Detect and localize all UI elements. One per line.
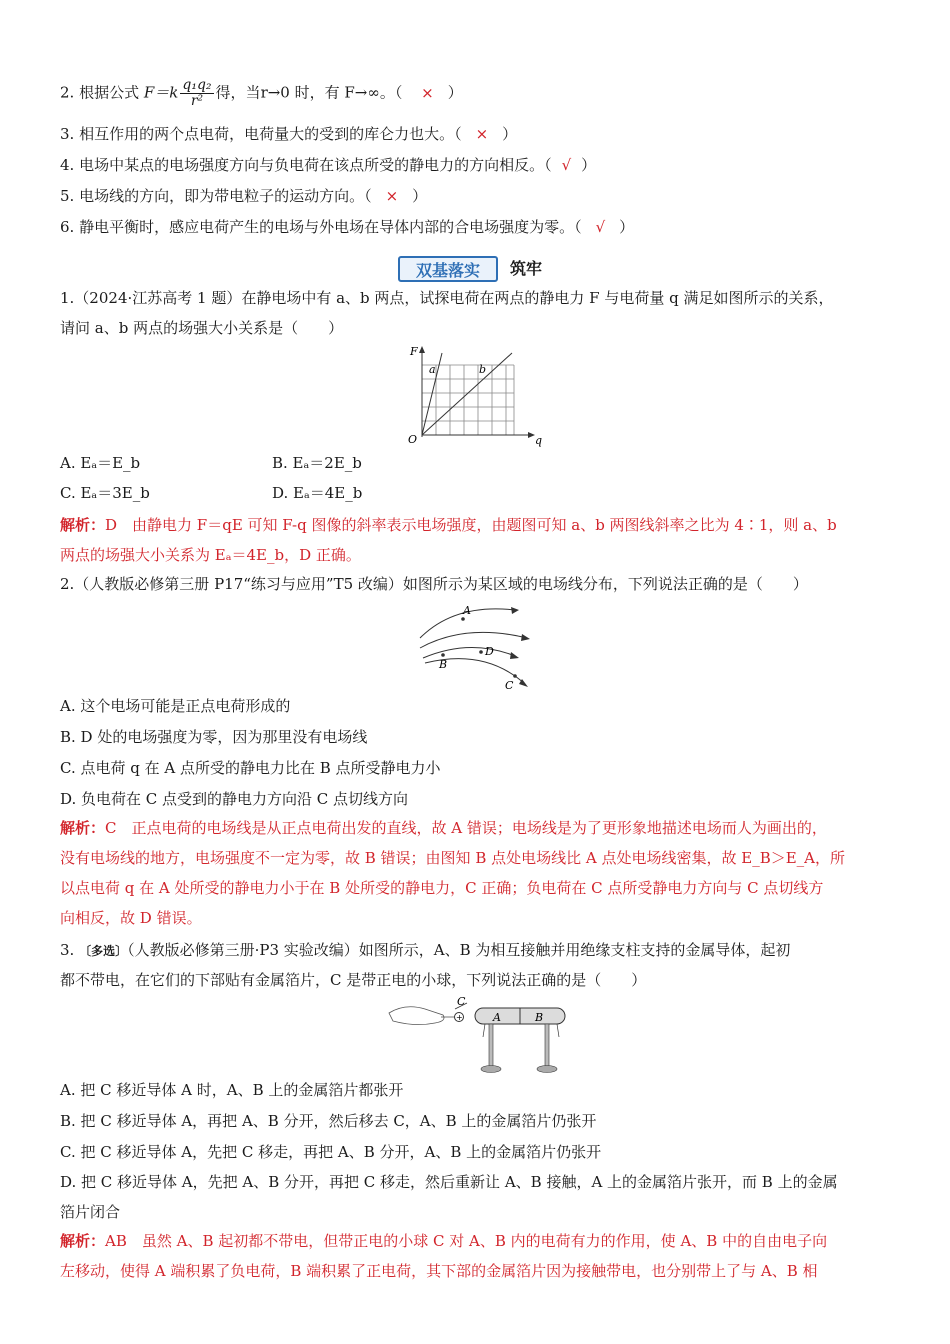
question-1-stem-2: 请问 a、b 两点的场强大小关系是（ ） xyxy=(60,319,344,337)
answer-label: 解析： xyxy=(60,819,106,837)
svg-text:+: + xyxy=(456,1013,463,1022)
judgment-5: 5. 电场线的方向，即为带电粒子的运动方向。（ × ） xyxy=(60,187,428,205)
point-a xyxy=(461,617,465,621)
field-line xyxy=(420,632,527,648)
q1-option-c[interactable]: C. Eₐ＝3E_b xyxy=(60,484,150,502)
field-lines-figure xyxy=(415,598,535,694)
point-c xyxy=(513,674,517,678)
judgment-4: 4. 电场中某点的电场强度方向与负电荷在该点所受的静电力的方向相反。（ √ ） xyxy=(60,156,597,174)
q3-option-d[interactable]: D. 把 C 移近导体 A，先把 A、B 分开，再把 C 移走，然后重新让 A、B 接触，A 上的金属箔片张开，而 B 上的金属 xyxy=(60,1173,838,1191)
q1-option-b[interactable]: B. Eₐ＝2E_b xyxy=(272,454,362,472)
judgment-3: 3. 相互作用的两个点电荷，电荷量大的受到的库仑力也大。（ × ） xyxy=(60,125,518,143)
foil-b xyxy=(557,1024,559,1037)
q-axis-arrow xyxy=(528,432,535,438)
question-3-stem: 3. 〔多选〕（人教版必修第三册·P3 实验改编）如图所示，A、B 为相互接触并用绝缘支柱支持的金属导体，起初 xyxy=(60,941,791,959)
q3-answer: 解析：AB 虽然 A、B 起初都不带电，但带正电的小球 C 对 A、B 内的电荷有力的作用，使 A、B 中的自由电子向 左移动，使得 A 端积累了负电荷，B 端积累了正电荷，其下部的金属箔片因为接触带电，也分别带上了与 A、B 相 xyxy=(60,1232,828,1280)
q1-answer: 解析：D 由静电力 F＝qE 可知 F-q 图像的斜率表示电场强度，由题图可知 a、b 两图线斜率之比为 4∶1，则 a、b 两点的场强大小关系为 Eₐ＝4E_b，D 正确。 xyxy=(60,516,837,564)
line-b-label: b xyxy=(479,363,487,376)
conductor-figure xyxy=(385,995,575,1077)
q2-option-d[interactable]: D. 负电荷在 C 点受到的静电力方向沿 C 点切线方向 xyxy=(60,790,409,808)
judgment-6: 6. 静电平衡时，感应电荷产生的电场与外电场在导体内部的合电场强度为零。（ √ ） xyxy=(60,218,635,236)
q3-option-b[interactable]: B. 把 C 移近导体 A，再把 A、B 分开，然后移去 C，A、B 上的金属箔片仍张开 xyxy=(60,1112,597,1130)
q2-option-b[interactable]: B. D 处的电场强度为零，因为那里没有电场线 xyxy=(60,728,368,746)
answer-label: 解析： xyxy=(60,1232,106,1250)
support-b xyxy=(545,1024,549,1066)
foil-a xyxy=(483,1024,485,1037)
label-c: C xyxy=(505,679,514,692)
multi-select-tag: 〔多选〕 xyxy=(79,944,128,958)
cross-mark: × xyxy=(421,83,434,102)
field-line xyxy=(423,647,515,658)
q2-option-c[interactable]: C. 点电荷 q 在 A 点所受的静电力比在 B 点所受静电力小 xyxy=(60,759,441,777)
judgment-2: 2. 根据公式 F＝k $\frac{\text{q₁q₂}}{\text{r²}}$ 得，当r→0 时，有 F→∞。（ × ） xyxy=(60,77,463,109)
q3-option-d-cont: 箔片闭合 xyxy=(60,1203,121,1221)
origin-label: O xyxy=(408,433,418,446)
f-axis-label: F xyxy=(410,345,418,358)
point-d xyxy=(479,650,483,654)
section-banner xyxy=(398,256,550,284)
f-q-graph xyxy=(400,343,550,448)
check-mark: √ xyxy=(595,218,606,236)
label-a: A xyxy=(493,1011,501,1024)
label-d: D xyxy=(485,645,494,658)
point-b xyxy=(441,653,445,657)
banner-subtitle: 筑牢 xyxy=(509,259,542,278)
banner-title: 双基落实 xyxy=(398,256,498,282)
question-3-stem-2: 都不带电，在它们的下部贴有金属箔片，C 是带正电的小球，下列说法正确的是（ ） xyxy=(60,971,647,989)
line-a-label: a xyxy=(429,363,436,376)
cross-mark: × xyxy=(475,125,489,143)
q2-answer: 解析：C 正点电荷的电场线是从正点电荷出发的直线，故 A 错误；电场线是为了更形象地描述电场而人为画出的， 没有电场线的地方，电场强度不一定为零，故 B 错误；由图知 B 点处电场线比 A 点处电场线密集，故 E_B＞E_A，所 以点电荷 q 在 A 处所受的静电力小于在 B 处所受的静电力，C 正确；负电荷在 C 点所受静电力方向与 C 点切线方 向相反，故 D 错误。 xyxy=(60,819,846,927)
support-a xyxy=(489,1024,493,1066)
q3-option-a[interactable]: A. 把 C 移近导体 A 时，A、B 上的金属箔片都张开 xyxy=(60,1081,404,1099)
q1-option-d[interactable]: D. Eₐ＝4E_b xyxy=(272,484,363,502)
check-mark: √ xyxy=(561,156,572,174)
label-c: C xyxy=(457,995,466,1008)
f-axis-arrow xyxy=(419,346,425,353)
q2-option-a[interactable]: A. 这个电场可能是正点电荷形成的 xyxy=(60,697,291,715)
question-2-stem: 2.（人教版必修第三册 P17“练习与应用”T5 改编）如图所示为某区域的电场线分布，下列说法正确的是（ ） xyxy=(60,575,808,593)
label-b: B xyxy=(439,658,448,671)
question-1-stem: 1.（2024·江苏高考 1 题）在静电场中有 a、b 两点，试探电荷在两点的静电力 F 与电荷量 q 满足如图所示的关系， xyxy=(60,289,834,307)
label-a: A xyxy=(463,604,471,617)
q-axis-label: q xyxy=(535,434,543,447)
graph-grid xyxy=(422,365,514,435)
coulomb-fraction: $\frac{\text{q₁q₂}}{\text{r²}}$ xyxy=(182,77,212,109)
label-b: B xyxy=(535,1011,544,1024)
answer-label: 解析： xyxy=(60,516,106,534)
q1-option-a[interactable]: A. Eₐ＝E_b xyxy=(60,454,141,472)
hand-icon xyxy=(389,1007,444,1025)
q3-option-c[interactable]: C. 把 C 移近导体 A，先把 C 移走，再把 A、B 分开，A、B 上的金属箔片仍张开 xyxy=(60,1143,602,1161)
cross-mark: × xyxy=(385,187,399,205)
